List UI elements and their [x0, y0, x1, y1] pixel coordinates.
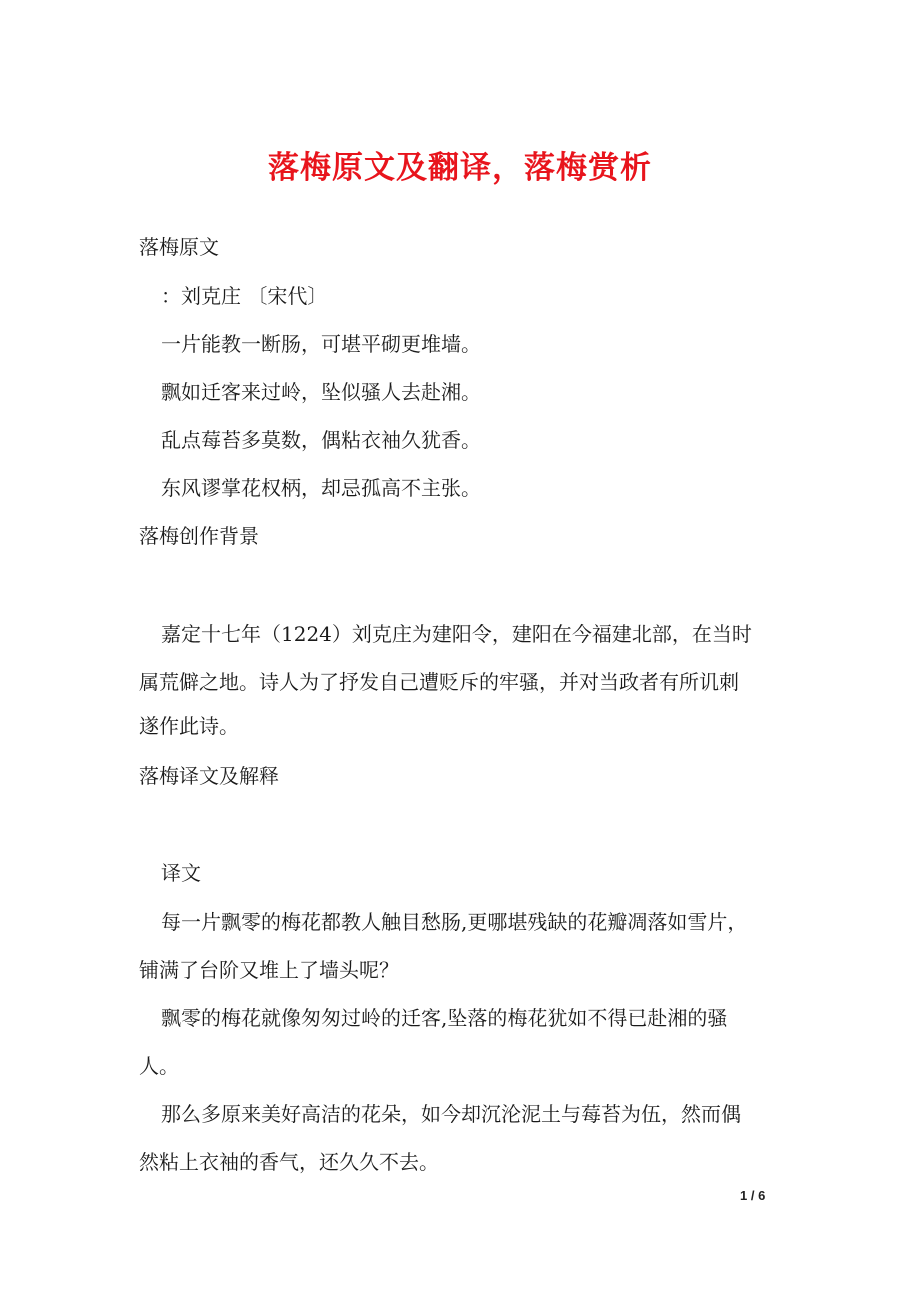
background-paragraph-line: 属荒僻之地。诗人为了抒发自己遭贬斥的牢骚，并对当政者有所讥刺 [139, 670, 739, 694]
translation-paragraph-line: 那么多原来美好高洁的花朵，如今却沉沦泥土与莓苔为伍，然而偶 [161, 1102, 741, 1126]
background-paragraph-line: 嘉定十七年（1224）刘克庄为建阳令，建阳在今福建北部，在当时 [161, 622, 752, 646]
poem-author-line: ：刘克庄 〔宋代〕 [161, 284, 328, 308]
translation-paragraph-line: 每一片飘零的梅花都教人触目愁肠,更哪堪残缺的花瓣凋落如雪片， [161, 910, 748, 934]
poem-line: 飘如迁客来过岭，坠似骚人去赴湘。 [161, 380, 481, 404]
poem-line: 一片能教一断肠，可堪平砌更堆墙。 [161, 332, 481, 356]
translation-paragraph-line: 然粘上衣袖的香气，还久久不去。 [139, 1150, 439, 1174]
poem-line: 乱点莓苔多莫数，偶粘衣袖久犹香。 [161, 428, 481, 452]
page-number: 1 / 6 [740, 1188, 766, 1203]
section-heading-background: 落梅创作背景 [139, 524, 259, 548]
section-heading-original: 落梅原文 [139, 235, 219, 259]
translation-paragraph-line: 飘零的梅花就像匆匆过岭的迁客,坠落的梅花犹如不得已赴湘的骚 [161, 1006, 728, 1030]
translation-paragraph-line: 人。 [139, 1054, 179, 1078]
document-title: 落梅原文及翻译，落梅赏析 [268, 150, 652, 186]
translation-subheading: 译文 [161, 861, 201, 885]
section-heading-translation: 落梅译文及解释 [139, 764, 279, 788]
poem-line: 东风谬掌花权柄，却忌孤高不主张。 [161, 476, 481, 500]
translation-paragraph-line: 铺满了台阶又堆上了墙头呢？ [139, 958, 399, 982]
background-paragraph-line: 遂作此诗。 [139, 714, 239, 738]
